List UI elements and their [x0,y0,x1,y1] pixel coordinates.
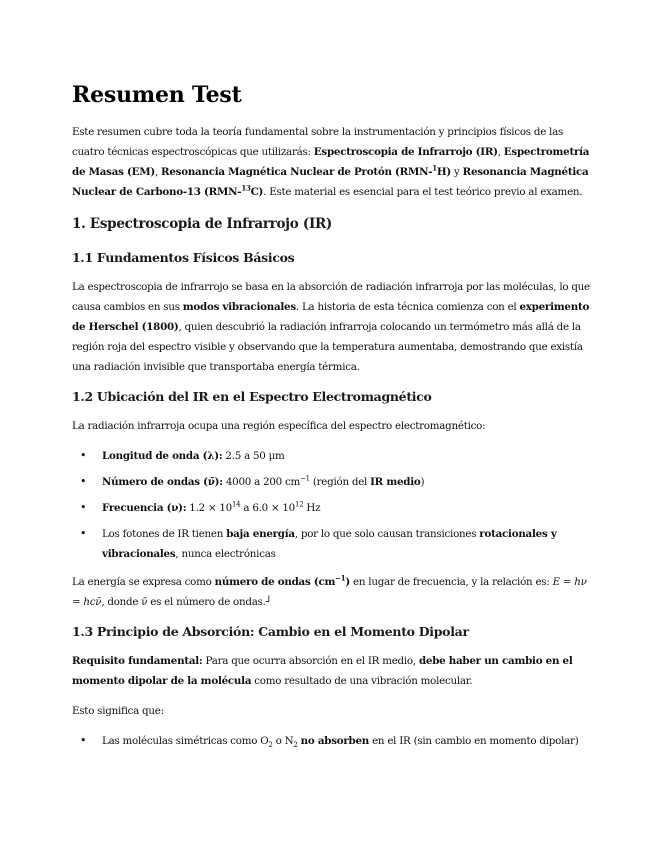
bold-term: debe haber un cambio en el momento dipolar de la molécula [72,655,573,687]
bullet-label: Longitud de onda (λ): [102,450,223,462]
bullet-value: o N [272,735,294,747]
paragraph-text: . La historia de esta técnica comienza con el [295,301,520,313]
paragraph-text: , quien descubrió la radiación infrarroja colocando un termómetro más allá de la región roja del espectro visible y observando que la temperatura aumentaba, demostrando que existía una radiación invisible que transportaba energía térmica. [72,321,583,373]
section-1-heading: 1. Espectroscopia de Infrarrojo (IR) [72,216,332,232]
bullet-value: Las moléculas simétricas como O [102,735,269,747]
bullet-value: , por lo que solo causan transiciones [294,528,480,540]
bold-term: rotacionales y vibracionales [102,528,557,560]
bold-term: baja energía [226,528,295,540]
spectrum-list [72,446,595,564]
requirement-paragraph [72,651,595,691]
intro-bold-em: Espectrometría de Masas (EM) [72,146,590,178]
bold-text: ) [345,576,351,588]
dipole-list [72,731,595,751]
bullet-value: (región del [309,476,371,488]
section-1-3-heading: 1.3 Principio de Absorción: Cambio en el Momento Dipolar [72,624,469,639]
superscript: 13 [241,183,251,193]
bullet-label: Frecuencia (ν): [102,502,187,514]
section-1-1-paragraph [72,277,595,377]
intro-text: Este resumen cubre toda la teoría fundamental sobre la instrumentación y principios físicos de las cuatro técnicas espectroscópicas que utilizarás: [72,126,564,158]
meaning-paragraph: Esto significa que: [72,705,164,717]
bullet-value: Hz [303,502,321,514]
paragraph-text: como resultado de una vibración molecular. [251,675,473,687]
section-1-2-heading: 1.2 Ubicación del IR en el Espectro Electromagnético [72,389,432,404]
bold-term: Requisito fundamental: [72,655,203,667]
superscript: 12 [294,500,304,509]
intro-text: , [497,146,504,158]
list-item [72,731,595,751]
superscript: −1 [299,474,310,483]
bold-term: IR medio [370,476,421,488]
bold-term: no absorben [300,735,370,747]
intro-bold-text: Resonancia Magnética Nuclear de Protón (RMN- [161,166,433,178]
intro-bold-text: C) [250,186,264,198]
superscript: 14 [231,500,241,509]
superscript: 1 [432,163,437,173]
intro-text: . Este material es esencial para el test teórico previo al examen. [263,186,583,198]
intro-text: , [155,166,162,178]
intro-bold-ir: Espectroscopia de Infrarrojo (IR) [313,146,498,158]
superscript: −1 [335,573,346,583]
bullet-value: en el IR (sin cambio en momento dipolar) [369,735,579,747]
bullet-label: Número de ondas (ν̄): [102,476,223,488]
paragraph-text: La energía se expresa como [72,576,215,588]
intro-text: y [451,166,463,178]
bold-text: número de ondas (cm [214,576,336,588]
list-item [72,472,595,492]
bold-term [214,573,351,588]
section-1-1-heading: 1.1 Fundamentos Físicos Básicos [72,250,295,265]
subscript: 2 [268,741,273,750]
page-title: Resumen Test [72,82,242,108]
bullet-value: , nunca electrónicas [175,548,276,560]
section-1-2-intro: La radiación infrarroja ocupa una región específica del espectro electromagnético: [72,420,486,432]
paragraph-text: , donde ν̄ es el número de ondas. [101,596,266,608]
paragraph-text: Para que ocurra absorción en el IR medio, [202,655,419,667]
bullet-value: ) [420,476,425,488]
bullet-value: a 6.0 × 10 [240,502,295,514]
bullet-value: 2.5 a 50 μm [222,450,285,462]
intro-bold-text: H) [436,166,452,178]
bullet-value: Los fotones de IR tienen [102,528,227,540]
intro-paragraph [72,122,595,202]
list-item [72,498,595,518]
subscript: 2 [293,741,298,750]
list-item [72,446,595,466]
energy-paragraph [72,572,595,612]
end-mark: ┘ [265,596,272,608]
bullet-value: 1.2 × 10 [186,502,232,514]
paragraph-text: en lugar de frecuencia, y la relación es: [350,576,553,588]
bold-term: modos vibracionales [182,301,296,313]
bullet-value: 4000 a 200 cm [222,476,300,488]
list-item [72,524,595,564]
paragraph-text: La espectroscopia de infrarrojo se basa en la absorción de radiación infrarroja por las moléculas, lo que causa cambios en sus [72,281,590,313]
intro-bold-rmn-h [161,163,452,178]
energy-formula: E = hν = hcν̄ [72,576,587,608]
intro-bold-text: Resonancia Magnética Nuclear de Carbono-13 (RMN- [72,166,589,198]
bold-term: experimento de Herschel (1800) [72,301,590,333]
